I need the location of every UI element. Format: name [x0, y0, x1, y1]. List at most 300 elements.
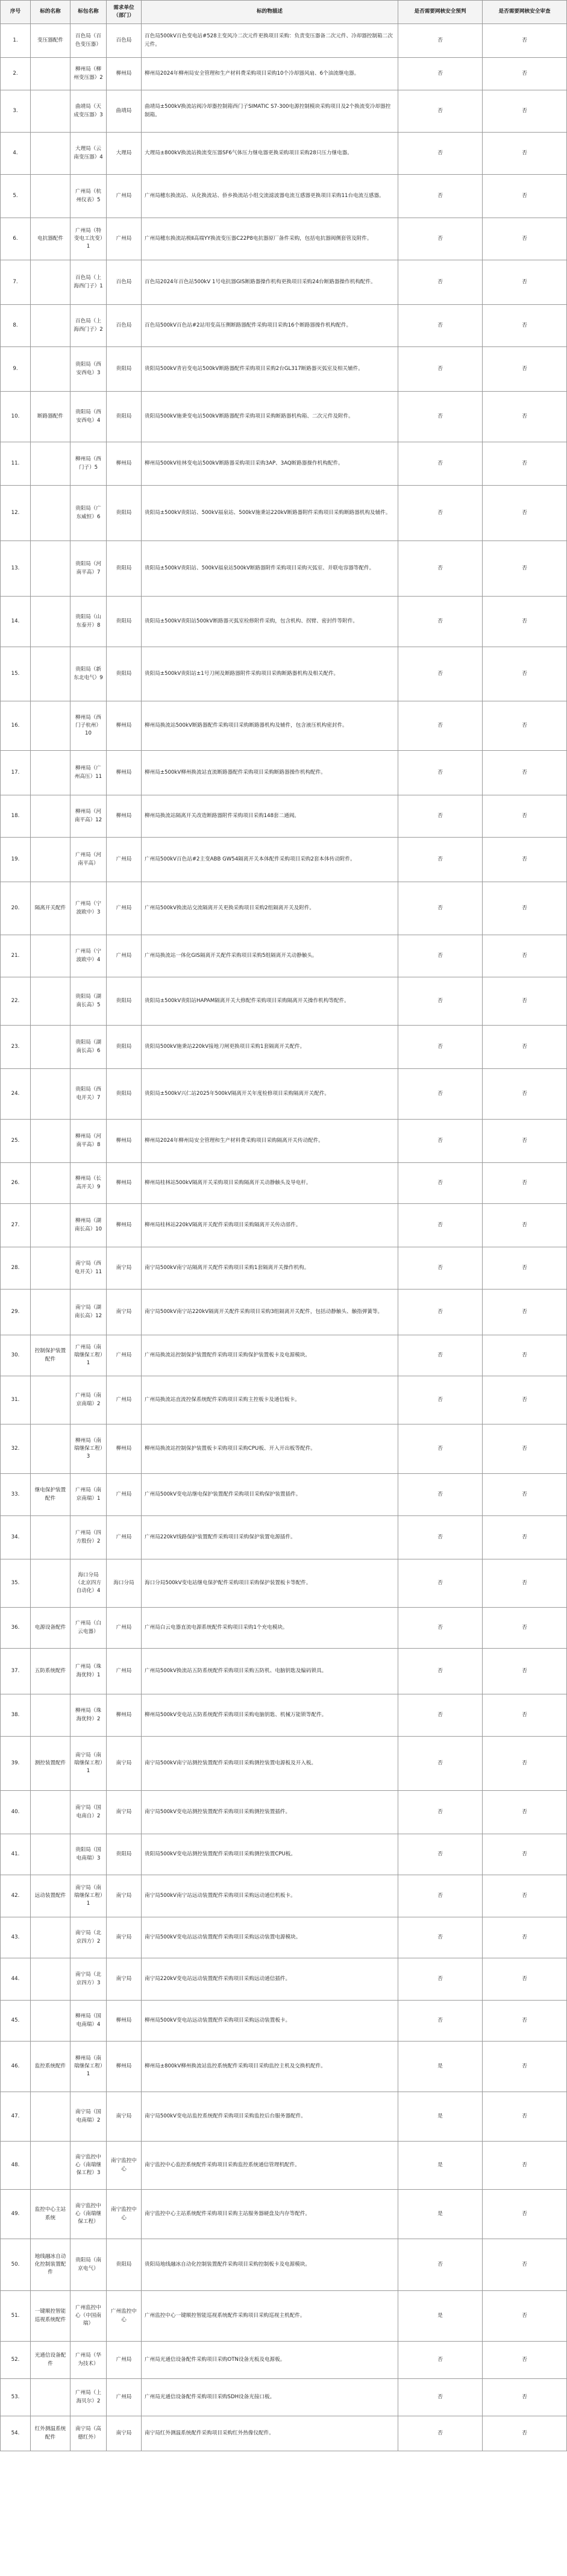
row-package: 柳州局（湖南长高）10: [70, 1204, 107, 1247]
row-description: 百色局2024年百色站500kV 1号电抗器GIS断路器操作机构更换项目采购24台断路器操作机构配件。: [142, 260, 398, 305]
row-item-name: 控制保护装置配件: [31, 1335, 70, 1376]
row-security-prejudge: 否: [398, 1120, 483, 1163]
row-unit: 柳州局: [107, 1424, 142, 1474]
row-unit: 南宁局: [107, 1791, 142, 1834]
row-seq: 5.: [1, 175, 31, 218]
row-security-review: 否: [483, 1424, 567, 1474]
row-security-prejudge: 否: [398, 1290, 483, 1335]
row-unit: 柳州局: [107, 1120, 142, 1163]
row-seq: 22.: [1, 977, 31, 1026]
row-item-name: [31, 58, 70, 90]
row-unit: 南宁局: [107, 1917, 142, 1958]
row-unit: 广州监控中心: [107, 2291, 142, 2342]
row-item-name: [31, 260, 70, 305]
row-package: 柳州局（南瑞继保工程）3: [70, 1424, 107, 1474]
row-security-prejudge: 否: [398, 486, 483, 541]
header-package: 标包名称: [70, 1, 107, 24]
row-package: 南宁局（湖南长高）12: [70, 1290, 107, 1335]
table-row: [1, 2190, 567, 2239]
row-security-review: 否: [483, 2142, 567, 2190]
row-security-review: 否: [483, 1834, 567, 1875]
row-security-review: 否: [483, 1335, 567, 1376]
row-description: 曲靖局±500kV换流站阀冷却器控制箱西门子SIMATIC S7-300电源控制模块采购项目及2个换流变冷却器控制箱。: [142, 90, 398, 133]
row-package: 广州局（四方股份）2: [70, 1516, 107, 1559]
row-package: 大理局（云南变压器）4: [70, 133, 107, 175]
row-security-review: 否: [483, 597, 567, 647]
row-security-prejudge: 否: [398, 597, 483, 647]
row-description: 广州局白云电器直流电源系统配件采购项目采购1个充电模块。: [142, 1608, 398, 1649]
table-row: [1, 90, 567, 133]
row-security-review: 否: [483, 347, 567, 392]
row-security-review: 否: [483, 647, 567, 701]
row-item-name: [31, 647, 70, 701]
row-package: 贵阳局（南京电气）: [70, 2239, 107, 2291]
row-security-prejudge: 否: [398, 1834, 483, 1875]
row-security-review: 否: [483, 1737, 567, 1791]
row-seq: 29.: [1, 1290, 31, 1335]
row-unit: 柳州局: [107, 1163, 142, 1204]
row-item-name: 光通信设备配件: [31, 2342, 70, 2379]
row-seq: 2.: [1, 58, 31, 90]
table-row: [1, 1163, 567, 1204]
row-seq: 11.: [1, 442, 31, 486]
row-seq: 50.: [1, 2239, 31, 2291]
row-unit: 百色局: [107, 305, 142, 347]
row-item-name: 测控装置配件: [31, 1737, 70, 1791]
row-seq: 8.: [1, 305, 31, 347]
row-seq: 35.: [1, 1559, 31, 1608]
row-package: 南宁监控中心（南瑞继保工程）: [70, 2190, 107, 2239]
row-seq: 28.: [1, 1247, 31, 1290]
row-unit: 南宁局: [107, 2416, 142, 2451]
row-security-prejudge: 否: [398, 2416, 483, 2451]
row-description: 南宁监控中心监控系统配件采购项目采购监控系统通信管理机配件。: [142, 2142, 398, 2190]
row-unit: 南宁局: [107, 1290, 142, 1335]
row-unit: 贵阳局: [107, 541, 142, 597]
row-description: 南宁局500kV南宁站测控装置配件采购项目采购测控装置电源板及开入板。: [142, 1737, 398, 1791]
row-seq: 21.: [1, 935, 31, 977]
row-unit: 广州局: [107, 2342, 142, 2379]
row-security-review: 否: [483, 2239, 567, 2291]
table-row: [1, 1424, 567, 1474]
row-security-prejudge: 否: [398, 935, 483, 977]
row-security-review: 否: [483, 2001, 567, 2042]
row-seq: 38.: [1, 1694, 31, 1737]
row-security-review: 否: [483, 1474, 567, 1516]
row-seq: 17.: [1, 751, 31, 795]
row-security-review: 否: [483, 1649, 567, 1694]
row-description: 柳州局换流站500kV断路器配件采购项目采购断路器机构及辅件，包含液压机构密封件。: [142, 701, 398, 751]
row-item-name: [31, 1290, 70, 1335]
row-item-name: [31, 597, 70, 647]
row-package: 广州局（珠海优特）1: [70, 1649, 107, 1694]
row-description: 广州局穗东换流站、从化换流站、侨乡换流站小组交流滤波器电流互感器更换项目采购11台电流互感器。: [142, 175, 398, 218]
row-security-prejudge: 否: [398, 977, 483, 1026]
row-seq: 27.: [1, 1204, 31, 1247]
table-row: [1, 597, 567, 647]
row-seq: 43.: [1, 1917, 31, 1958]
row-description: 南宁局500kV南宁站隔离开关配件采购项目采购1套隔离开关操作机构。: [142, 1247, 398, 1290]
row-item-name: [31, 1204, 70, 1247]
row-description: 广州局220kV线路保护装置配件采购项目采购保护装置电源插件。: [142, 1516, 398, 1559]
table-row: [1, 1694, 567, 1737]
row-security-prejudge: 否: [398, 305, 483, 347]
row-unit: 柳州局: [107, 795, 142, 838]
row-security-review: 否: [483, 1791, 567, 1834]
row-description: 广州局光通信设备配件采购项目采购SDH设备光接口板。: [142, 2379, 398, 2416]
row-security-prejudge: 否: [398, 392, 483, 442]
row-seq: 52.: [1, 2342, 31, 2379]
row-security-review: 否: [483, 1875, 567, 1917]
table-row: [1, 133, 567, 175]
row-item-name: 断路器配件: [31, 392, 70, 442]
row-unit: 柳州局: [107, 58, 142, 90]
row-security-review: 否: [483, 2092, 567, 2142]
row-unit: 广州局: [107, 935, 142, 977]
row-package: 百色局（上海西门子）2: [70, 305, 107, 347]
row-unit: 广州局: [107, 1608, 142, 1649]
row-security-review: 否: [483, 392, 567, 442]
row-security-prejudge: 否: [398, 90, 483, 133]
row-description: 南宁局500kV南宁站220kV隔离开关配件采购项目采购3组隔离开关配件，包括动静触头、触指弹簧等。: [142, 1290, 398, 1335]
row-unit: 广州局: [107, 1474, 142, 1516]
row-description: 柳州局换流站控制保护装置板卡采购项目采购CPU板、开入开出板等配件。: [142, 1424, 398, 1474]
row-unit: 柳州局: [107, 1694, 142, 1737]
table-row: [1, 1335, 567, 1376]
table-row: [1, 751, 567, 795]
row-security-prejudge: 否: [398, 1376, 483, 1424]
row-security-prejudge: 否: [398, 1163, 483, 1204]
row-unit: 贵阳局: [107, 647, 142, 701]
row-description: 广州局换流站直流控保系统配件采购项目采购主控板卡及通信板卡。: [142, 1376, 398, 1424]
row-security-prejudge: 否: [398, 175, 483, 218]
row-unit: 大理局: [107, 133, 142, 175]
table-row: [1, 1875, 567, 1917]
table-row: [1, 1649, 567, 1694]
row-description: 广州局换流站控制保护装置配件采购项目采购保护装置板卡及电源模块。: [142, 1335, 398, 1376]
table-row: [1, 1791, 567, 1834]
row-seq: 15.: [1, 647, 31, 701]
row-package: 南宁局（南瑞继保工程）1: [70, 1737, 107, 1791]
table-header-row: [1, 1, 567, 24]
row-description: 柳州局±800kV柳州换流站监控系统配件采购项目采购监控主机及交换机配件。: [142, 2042, 398, 2092]
table-row: [1, 1069, 567, 1120]
row-package: 广州局（上海贝尔）2: [70, 2379, 107, 2416]
row-security-review: 否: [483, 218, 567, 260]
row-package: 贵阳局（广东威恒）6: [70, 486, 107, 541]
row-unit: 广州局: [107, 218, 142, 260]
row-security-review: 否: [483, 795, 567, 838]
row-item-name: 远动装置配件: [31, 1875, 70, 1917]
row-security-review: 否: [483, 133, 567, 175]
row-package: 南宁监控中心（南瑞继保工程）3: [70, 2142, 107, 2190]
row-security-review: 否: [483, 935, 567, 977]
row-seq: 36.: [1, 1608, 31, 1649]
row-item-name: [31, 977, 70, 1026]
row-security-prejudge: 否: [398, 442, 483, 486]
row-item-name: 地线融冰自动化控制装置配件: [31, 2239, 70, 2291]
row-description: 海口分局500kV变电站继电保护配件采购项目采购保护装置板卡等配件。: [142, 1559, 398, 1608]
row-seq: 54.: [1, 2416, 31, 2451]
row-description: 南宁局220kV变电站远动装置配件采购项目采购远动通信插件。: [142, 1958, 398, 2001]
row-item-name: [31, 347, 70, 392]
row-seq: 13.: [1, 541, 31, 597]
row-package: 柳州局（西门子）5: [70, 442, 107, 486]
table-row: [1, 2042, 567, 2092]
row-security-prejudge: 否: [398, 1204, 483, 1247]
row-seq: 42.: [1, 1875, 31, 1917]
row-security-prejudge: 否: [398, 2239, 483, 2291]
row-item-name: [31, 90, 70, 133]
row-security-prejudge: 否: [398, 58, 483, 90]
row-item-name: [31, 795, 70, 838]
row-description: 柳州局±500kV柳州换流站直流断路器配件采购项目采购断路器操作机构配件。: [142, 751, 398, 795]
row-security-prejudge: 是: [398, 2291, 483, 2342]
row-description: 广州监控中心一键顺控智能巡视系统配件采购项目采购巡视主机配件。: [142, 2291, 398, 2342]
row-seq: 18.: [1, 795, 31, 838]
row-package: 贵阳局（西安西电）3: [70, 347, 107, 392]
row-unit: 广州局: [107, 838, 142, 882]
header-description: 标的物描述: [142, 1, 398, 24]
row-unit: 广州局: [107, 175, 142, 218]
row-seq: 25.: [1, 1120, 31, 1163]
table-row: [1, 2142, 567, 2190]
table-row: [1, 486, 567, 541]
row-item-name: [31, 1026, 70, 1069]
row-item-name: [31, 701, 70, 751]
row-unit: 柳州局: [107, 2001, 142, 2042]
row-security-review: 否: [483, 486, 567, 541]
row-unit: 柳州局: [107, 442, 142, 486]
row-item-name: 一键顺控智能巡视系统配件: [31, 2291, 70, 2342]
table-row: [1, 1204, 567, 1247]
row-seq: 34.: [1, 1516, 31, 1559]
row-item-name: [31, 935, 70, 977]
row-security-prejudge: 否: [398, 1875, 483, 1917]
row-security-review: 否: [483, 1247, 567, 1290]
row-unit: 广州局: [107, 1649, 142, 1694]
row-description: 柳州局2024年柳州局安全管理和生产材料费采购项目采购10个冷却器风扇、6个油流继电器。: [142, 58, 398, 90]
row-item-name: [31, 1069, 70, 1120]
row-item-name: 变压器配件: [31, 24, 70, 58]
row-unit: 南宁局: [107, 1737, 142, 1791]
row-item-name: [31, 541, 70, 597]
row-seq: 12.: [1, 486, 31, 541]
row-security-review: 否: [483, 1026, 567, 1069]
row-description: 大理局±800kV换流站换流变压器SF6气体压力继电器更换采购项目采购28只压力继电器。: [142, 133, 398, 175]
row-security-prejudge: 否: [398, 1649, 483, 1694]
table-row: [1, 260, 567, 305]
row-description: 柳州局500kV变电站五防系统配件采购项目采购电脑钥匙、机械万能锁等配件。: [142, 1694, 398, 1737]
table-row: [1, 24, 567, 58]
row-description: 贵阳局500kV青岩变电站500kV断路器配件采购项目采购2台GL317断路器灭弧室及相关辅件。: [142, 347, 398, 392]
header-unit: 需求单位（部门）: [107, 1, 142, 24]
row-security-prejudge: 否: [398, 1791, 483, 1834]
row-seq: 7.: [1, 260, 31, 305]
row-item-name: 电抗器配件: [31, 218, 70, 260]
row-package: 柳州局（柳州变压器）2: [70, 58, 107, 90]
row-package: 柳州局（南瑞继保工程）1: [70, 2042, 107, 2092]
row-package: 广州局（南京南瑞）1: [70, 1474, 107, 1516]
row-description: 南宁局500kV变电站远动装置配件采购项目采购远动装置电源模块。: [142, 1917, 398, 1958]
header-security-review: 是否需要网核安全审查: [483, 1, 567, 24]
row-item-name: 五防系统配件: [31, 1649, 70, 1694]
row-item-name: [31, 175, 70, 218]
row-package: 南宁局（国电南自）2: [70, 1791, 107, 1834]
row-description: 南宁局500kV南宁站远动装置配件采购项目采购远动通信机板卡。: [142, 1875, 398, 1917]
row-description: 南宁局500kV变电站监控系统配件采购项目采购监控后台服务器配件。: [142, 2092, 398, 2142]
row-package: 广州局（杭州仪表）5: [70, 175, 107, 218]
row-security-prejudge: 否: [398, 218, 483, 260]
row-description: 广州局穗东换流站极Ⅱ高端YY换流变压器C22P8电抗器原厂备件采购，包括电抗器阀侧套管及附件。: [142, 218, 398, 260]
table-row: [1, 175, 567, 218]
row-item-name: [31, 1516, 70, 1559]
table-row: [1, 647, 567, 701]
row-seq: 23.: [1, 1026, 31, 1069]
row-package: 广州监控中心（中国南瑞）: [70, 2291, 107, 2342]
row-security-prejudge: 否: [398, 1917, 483, 1958]
row-description: 柳州局2024年柳州局安全管理和生产材料费采购项目采购隔离开关传动配件。: [142, 1120, 398, 1163]
row-security-review: 否: [483, 1376, 567, 1424]
row-unit: 广州局: [107, 1335, 142, 1376]
row-item-name: 电源设备配件: [31, 1608, 70, 1649]
row-item-name: 红外测温系统配件: [31, 2416, 70, 2451]
table-row: [1, 2291, 567, 2342]
row-security-review: 否: [483, 2379, 567, 2416]
row-description: 广州局换流站一体化GIS隔离开关配件采购项目采购5组隔离开关动静触头。: [142, 935, 398, 977]
row-unit: 贵阳局: [107, 977, 142, 1026]
row-item-name: [31, 305, 70, 347]
row-package: 贵阳局（山东泰开）8: [70, 597, 107, 647]
table-row: [1, 701, 567, 751]
row-seq: 49.: [1, 2190, 31, 2239]
row-security-prejudge: 否: [398, 1247, 483, 1290]
row-security-review: 否: [483, 175, 567, 218]
row-description: 贵阳局±500kV兴仁站2025年500kV隔离开关年度检修项目采购隔离开关配件。: [142, 1069, 398, 1120]
row-package: 贵阳局（新东北电气）9: [70, 647, 107, 701]
row-package: 南宁局（北京四方）2: [70, 1917, 107, 1958]
header-name: 标的名称: [31, 1, 70, 24]
row-security-review: 否: [483, 1559, 567, 1608]
row-security-review: 否: [483, 2190, 567, 2239]
row-unit: 贵阳局: [107, 1026, 142, 1069]
row-security-review: 否: [483, 1290, 567, 1335]
row-package: 柳州局（西门子杭州）10: [70, 701, 107, 751]
row-unit: 贵阳局: [107, 486, 142, 541]
row-description: 广州局500kV换流站交流隔离开关更换采购项目采购2组隔离开关及附件。: [142, 882, 398, 935]
row-security-review: 否: [483, 90, 567, 133]
row-item-name: 隔离开关配件: [31, 882, 70, 935]
row-security-prejudge: 否: [398, 1958, 483, 2001]
row-unit: 曲靖局: [107, 90, 142, 133]
row-seq: 6.: [1, 218, 31, 260]
row-security-review: 否: [483, 751, 567, 795]
row-security-prejudge: 否: [398, 1694, 483, 1737]
row-security-review: 否: [483, 2042, 567, 2092]
row-seq: 14.: [1, 597, 31, 647]
row-description: 柳州局桂林站500kV隔离开关采购项目采购隔离开关动静触头及导电杆。: [142, 1163, 398, 1204]
row-package: 广州局（华为技术）: [70, 2342, 107, 2379]
row-item-name: [31, 751, 70, 795]
row-package: 贵阳局（湖南长高）5: [70, 977, 107, 1026]
row-security-review: 否: [483, 1917, 567, 1958]
row-security-prejudge: 否: [398, 1335, 483, 1376]
row-unit: 贵阳局: [107, 597, 142, 647]
row-seq: 51.: [1, 2291, 31, 2342]
row-package: 贵阳局（西电开关）7: [70, 1069, 107, 1120]
row-unit: 海口分局: [107, 1559, 142, 1608]
row-package: 广州局（宁波欧中）3: [70, 882, 107, 935]
row-seq: 41.: [1, 1834, 31, 1875]
row-description: 贵阳局500kV施秉变电站500kV断路器配件采购项目采购断路器机构箱、二次元件及附件。: [142, 392, 398, 442]
row-description: 百色局500kV百色变电站#528主变风冷二次元件更换项目采购：负责变压器备二次元件、冷却器控制箱二次元件。: [142, 24, 398, 58]
row-item-name: [31, 1163, 70, 1204]
header-security-prejudge: 是否需要网核安全预判: [398, 1, 483, 24]
row-security-prejudge: 否: [398, 2342, 483, 2379]
table-row: [1, 2379, 567, 2416]
row-seq: 32.: [1, 1424, 31, 1474]
row-description: 贵阳局500kV变电站测控装置配件采购项目采购测控装置CPU板。: [142, 1834, 398, 1875]
row-package: 南宁局（北京四方）3: [70, 1958, 107, 2001]
header-seq: 序号: [1, 1, 31, 24]
row-security-prejudge: 否: [398, 647, 483, 701]
row-item-name: [31, 1917, 70, 1958]
row-description: 贵阳局±500kV贵阳站±1号刀闸及断路器附件采购项目采购断路器机构及相关配件。: [142, 647, 398, 701]
table-row: [1, 2001, 567, 2042]
row-item-name: [31, 2092, 70, 2142]
table-row: [1, 1290, 567, 1335]
table-row: [1, 1958, 567, 2001]
table-row: [1, 1120, 567, 1163]
row-security-review: 否: [483, 1516, 567, 1559]
row-item-name: [31, 1559, 70, 1608]
row-description: 柳州局500kV变电站远动装置配件采购项目采购远动装置板卡。: [142, 2001, 398, 2042]
table-row: [1, 2092, 567, 2142]
row-description: 贵阳局±500kV贵阳站500kV断路器灭弧室检修附件采购，包含机构、拐臂、密封件等附件。: [142, 597, 398, 647]
row-seq: 47.: [1, 2092, 31, 2142]
row-security-review: 否: [483, 2291, 567, 2342]
row-security-review: 否: [483, 1204, 567, 1247]
row-item-name: 继电保护装置配件: [31, 1474, 70, 1516]
row-security-review: 否: [483, 442, 567, 486]
row-unit: 贵阳局: [107, 347, 142, 392]
row-seq: 48.: [1, 2142, 31, 2190]
row-security-review: 否: [483, 2416, 567, 2451]
row-package: 柳州局（广州高压）11: [70, 751, 107, 795]
row-item-name: [31, 1120, 70, 1163]
row-package: 贵阳局（国电南瑞）3: [70, 1834, 107, 1875]
row-seq: 4.: [1, 133, 31, 175]
table-row: [1, 347, 567, 392]
row-package: 广州局（白云电器）: [70, 1608, 107, 1649]
row-security-prejudge: 否: [398, 1559, 483, 1608]
row-security-prejudge: 是: [398, 2142, 483, 2190]
row-item-name: [31, 1834, 70, 1875]
table-row: [1, 1737, 567, 1791]
table-row: [1, 1376, 567, 1424]
row-description: 广州局光通信设备配件采购项目采购OTN设备光板及电源板。: [142, 2342, 398, 2379]
row-package: 柳州局（国电南瑞）4: [70, 2001, 107, 2042]
table-row: [1, 882, 567, 935]
row-package: 广州局（南京南瑞）2: [70, 1376, 107, 1424]
table-row: [1, 1559, 567, 1608]
row-security-prejudge: 否: [398, 751, 483, 795]
row-security-prejudge: 否: [398, 1026, 483, 1069]
row-security-review: 否: [483, 24, 567, 58]
row-item-name: [31, 486, 70, 541]
row-item-name: [31, 1247, 70, 1290]
row-unit: 南宁局: [107, 1247, 142, 1290]
